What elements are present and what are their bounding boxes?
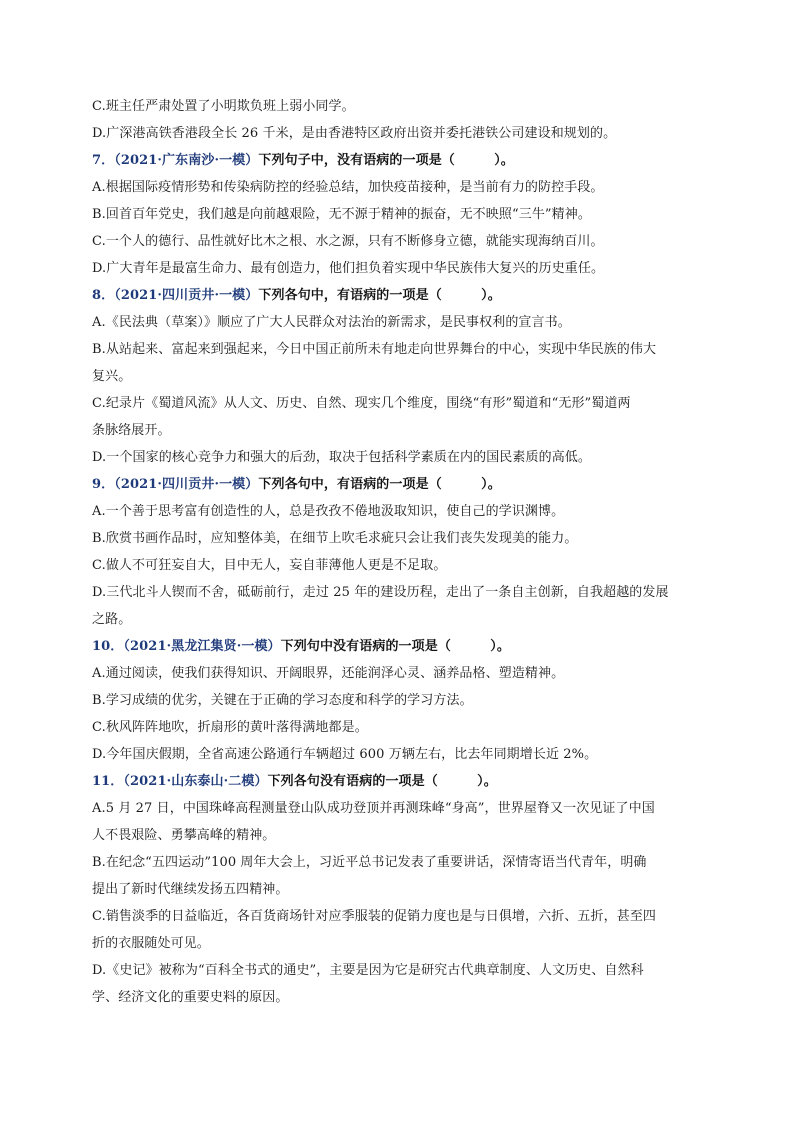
answer-option-line: D.三代北斗人锲而不舍，砥砺前行，走过 25 年的建设历程，走出了一条自主创新，自我超越的发展 — [92, 585, 669, 600]
answer-option-line: B.回首百年党史，我们越是向前越艰险，无不源于精神的振奋，无不映照“三牛”精神。 — [92, 207, 591, 222]
question-heading — [92, 147, 704, 174]
question-stem: 下列句中没有语病的一项是（ ）。 — [280, 639, 510, 654]
answer-option-line: D.广大青年是最富生命力、最有创造力，他们担负着实现中华民族伟大复兴的历史重任。 — [92, 261, 605, 276]
question-source: （2021·四川贡井·一模） — [114, 477, 259, 492]
answer-option-line: C.销售淡季的日益临近，各百货商场针对应季服装的促销力度也是与日俱增，六折、五折，甚至四 — [92, 909, 657, 924]
question-stem: 下列句子中，没有语病的一项是（ ）。 — [258, 153, 514, 168]
answer-option-line: 之路。 — [92, 612, 132, 627]
question-source: （2021·山东泰山·二模） — [123, 774, 268, 789]
question-number: 8． — [92, 288, 115, 303]
question-number: 9． — [92, 477, 115, 492]
question-list — [92, 93, 704, 1011]
answer-option-line: B.在纪念“五四运动”100 周年大会上，习近平总书记发表了重要讲话，深情寄语当代青年，明确 — [92, 855, 647, 870]
answer-option-line: C.班主任严肃处置了小明欺负班上弱小同学。 — [92, 99, 355, 114]
question-number: 10． — [92, 639, 124, 654]
question-heading — [92, 282, 704, 309]
answer-option-line: A.《民法典（草案）》顺应了广大人民群众对法治的新需求，是民事权利的宣言书。 — [92, 315, 571, 330]
answer-option-line: C.一个人的德行、品性就好比木之根、水之源，只有不断修身立德，就能实现海纳百川。 — [92, 234, 604, 249]
answer-option-line: B.学习成绩的优劣，关键在于正确的学习态度和科学的学习方法。 — [92, 693, 473, 708]
answer-option-line: D.《史记》被称为“百科全书式的通史”，主要是因为它是研究古代典章制度、人文历史、自然科 — [92, 963, 644, 978]
question-number: 7． — [92, 153, 115, 168]
question-heading — [92, 768, 704, 795]
answer-option-line: A.根据国际疫情形势和传染病防控的经验总结，加快疫苗接种，是当前有力的防控手段。 — [92, 180, 604, 195]
answer-option-line: C.做人不可狂妄自大，目中无人，妄自菲薄他人更是不足取。 — [92, 558, 447, 573]
question-stem: 下列各句中，有语病的一项是（ ）。 — [258, 288, 501, 303]
question-heading — [92, 633, 704, 660]
answer-option-line: C.秋风阵阵地吹，折扇形的黄叶落得满地都是。 — [92, 720, 368, 735]
question-source: （2021·黑龙江集贤·一模） — [123, 639, 281, 654]
answer-option-line: 提出了新时代继续发扬五四精神。 — [92, 882, 289, 897]
answer-option-line: 条脉络展开。 — [92, 423, 171, 438]
answer-option-line: A.通过阅读，使我们获得知识、开阔眼界，还能润泽心灵、涵养品格、塑造精神。 — [92, 666, 565, 681]
answer-option-line: 折的衣服随处可见。 — [92, 936, 210, 951]
answer-option-line: B.从站起来、富起来到强起来，今日中国正前所未有地走向世界舞台的中心，实现中华民族的伟大 — [92, 342, 657, 357]
question-source: （2021·四川贡井·一模） — [114, 288, 259, 303]
answer-option-line: 学、经济文化的重要史料的原因。 — [92, 990, 289, 1005]
answer-option-line: 人不畏艰险、勇攀高峰的精神。 — [92, 828, 276, 843]
answer-option-line: D.今年国庆假期，全省高速公路通行车辆超过 600 万辆左右，比去年同期增长近 2%。 — [92, 747, 598, 762]
question-source: （2021·广东南沙·一模） — [114, 153, 259, 168]
question-stem: 下列各句中，有语病的一项是（ ）。 — [258, 477, 501, 492]
answer-option-line: A.5 月 27 日，中国珠峰高程测量登山队成功登顶并再测珠峰“身高”，世界屋脊又一次见证了中国 — [92, 801, 655, 816]
answer-option-line: C.纪录片《蜀道风流》从人文、历史、自然、现实几个维度，围绕“有形”蜀道和“无形”蜀道两 — [92, 396, 631, 411]
answer-option-line: A.一个善于思考富有创造性的人，总是孜孜不倦地汲取知识，使自己的学识渊博。 — [92, 504, 565, 519]
answer-option-line: D.广深港高铁香港段全长 26 千米，是由香港特区政府出资并委托港铁公司建设和规划的。 — [92, 126, 617, 141]
question-heading — [92, 471, 704, 498]
answer-option-line: D.一个国家的核心竞争力和强大的后劲，取决于包括科学素质在内的国民素质的高低。 — [92, 450, 591, 465]
answer-option-line: B.欣赏书画作品时，应知整体美，在细节上吹毛求疵只会让我们丧失发现美的能力。 — [92, 531, 578, 546]
question-number: 11． — [92, 774, 124, 789]
question-stem: 下列各句没有语病的一项是（ ）。 — [267, 774, 497, 789]
answer-option-line: 复兴。 — [92, 369, 132, 384]
